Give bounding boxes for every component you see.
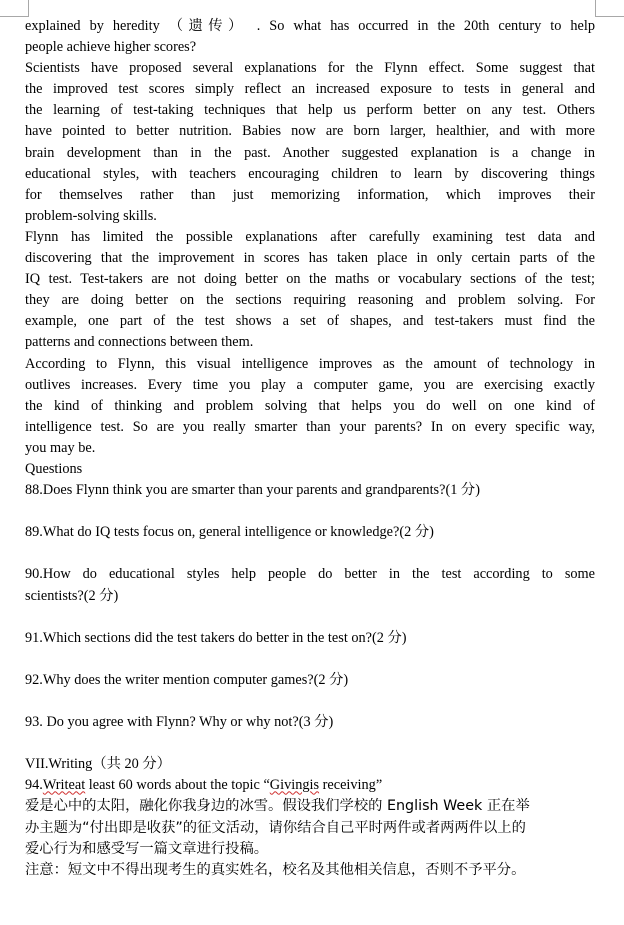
- paragraph-line: discovering that the improvement in scores has taken place in only certain parts of the: [25, 250, 595, 267]
- paragraph-line: Scientists have proposed several explanations for the Flynn effect. Some suggest that: [25, 60, 595, 77]
- explanations-paragraph: [25, 58, 595, 227]
- question-91: 91.Which sections did the test takers do better in the test on?(2 分): [25, 629, 407, 646]
- blank-line: [25, 691, 595, 712]
- writing-prompt: [25, 775, 595, 796]
- paragraph-line: intelligence test. So are you really smarter than your parents? In on every specific way,: [25, 418, 595, 435]
- blank-line: [25, 501, 595, 522]
- paragraph-line: have pointed to better nutrition. Babies now are born larger, healthier, and with more: [25, 123, 595, 140]
- paragraph-line: educational styles, with teachers encouraging children to learn by discovering things: [25, 165, 595, 182]
- paragraph-line: they are doing better on the sections requiring reasoning and problem solving. For: [25, 292, 595, 309]
- chinese-line: 爱是心中的太阳，融化你我身边的冰雪。假设我们学校的 English Week 正在举: [25, 798, 530, 815]
- question-90-line: 90.How do educational styles help people do better in the test according to some: [25, 566, 595, 583]
- chinese-line: 注意：短文中不得出现考生的真实姓名，校名及其他相关信息，否则不予平分。: [25, 861, 526, 878]
- spellcheck-word: Givingis: [269, 777, 320, 794]
- paragraph-line: patterns and connections between them.: [25, 334, 254, 351]
- flynn-limits-paragraph: [25, 227, 595, 354]
- chinese-instructions: [25, 796, 595, 880]
- paragraph-line: IQ test. Test-takers are not doing better on the maths or vocabulary sections of the test;: [25, 271, 595, 288]
- paragraph-line: example, one part of the test shows a set of shapes, and test-takers must find the: [25, 313, 595, 330]
- prompt-prefix: 94.: [25, 777, 43, 794]
- paragraph-line: Flynn has limited the possible explanations after carefully examining test data and: [25, 228, 595, 245]
- intro-line: explained by heredity （遗传） . So what has occurred in the 20th century to help: [25, 18, 595, 34]
- question-88: 88.Does Flynn think you are smarter than your parents and grandparents?(1 分): [25, 482, 480, 499]
- blank-line: [25, 543, 595, 564]
- intro-line: people achieve higher scores?: [25, 39, 197, 56]
- blank-line: [25, 607, 595, 628]
- question-90-line: scientists?(2 分): [25, 587, 119, 604]
- paragraph-line: for themselves rather than just memorizing information, which improves their: [25, 186, 595, 203]
- question-93: 93. Do you agree with Flynn? Why or why not?(3 分): [25, 714, 334, 731]
- paragraph-line: According to Flynn, this visual intelligence improves as the amount of technology in: [25, 355, 595, 372]
- paragraph-line: outlives increases. Every time you play a computer game, you are exercising exactly: [25, 376, 595, 393]
- question-89: 89.What do IQ tests focus on, general intelligence or knowledge?(2 分): [25, 524, 434, 541]
- prompt-middle: least 60 words about the topic “: [85, 777, 270, 794]
- document-page: [25, 16, 595, 881]
- paragraph-line: you may be.: [25, 439, 96, 456]
- page-corner-mark-left: [0, 0, 29, 17]
- blank-line: [25, 649, 595, 670]
- question-92: 92.Why does the writer mention computer games?(2 分): [25, 671, 349, 688]
- chinese-line: 办主题为“付出即是收获”的征文活动，请你结合自己平时两件或者两两件以上的: [25, 819, 526, 836]
- paragraph-line: brain development than in the past. Another suggested explanation is a change in: [25, 144, 595, 161]
- spellcheck-word: Writeat: [42, 777, 86, 794]
- writing-heading: VII.Writing（共 20 分）: [25, 756, 171, 773]
- prompt-suffix: receiving”: [319, 777, 383, 794]
- paragraph-line: the kind of thinking and problem solving that helps you do well on one kind of: [25, 397, 595, 414]
- questions-heading: Questions: [25, 460, 83, 477]
- paragraph-line: problem-solving skills.: [25, 207, 157, 224]
- blank-line: [25, 733, 595, 754]
- paragraph-line: the improved test scores simply reflect an increased exposure to tests in general and: [25, 81, 595, 98]
- page-corner-mark-right: [595, 0, 624, 17]
- paragraph-line: the learning of test-taking techniques that help us perform better on any test. Others: [25, 102, 595, 119]
- chinese-line: 爱心行为和感受写一篇文章进行投稿。: [25, 840, 269, 857]
- visual-intelligence-paragraph: [25, 354, 595, 459]
